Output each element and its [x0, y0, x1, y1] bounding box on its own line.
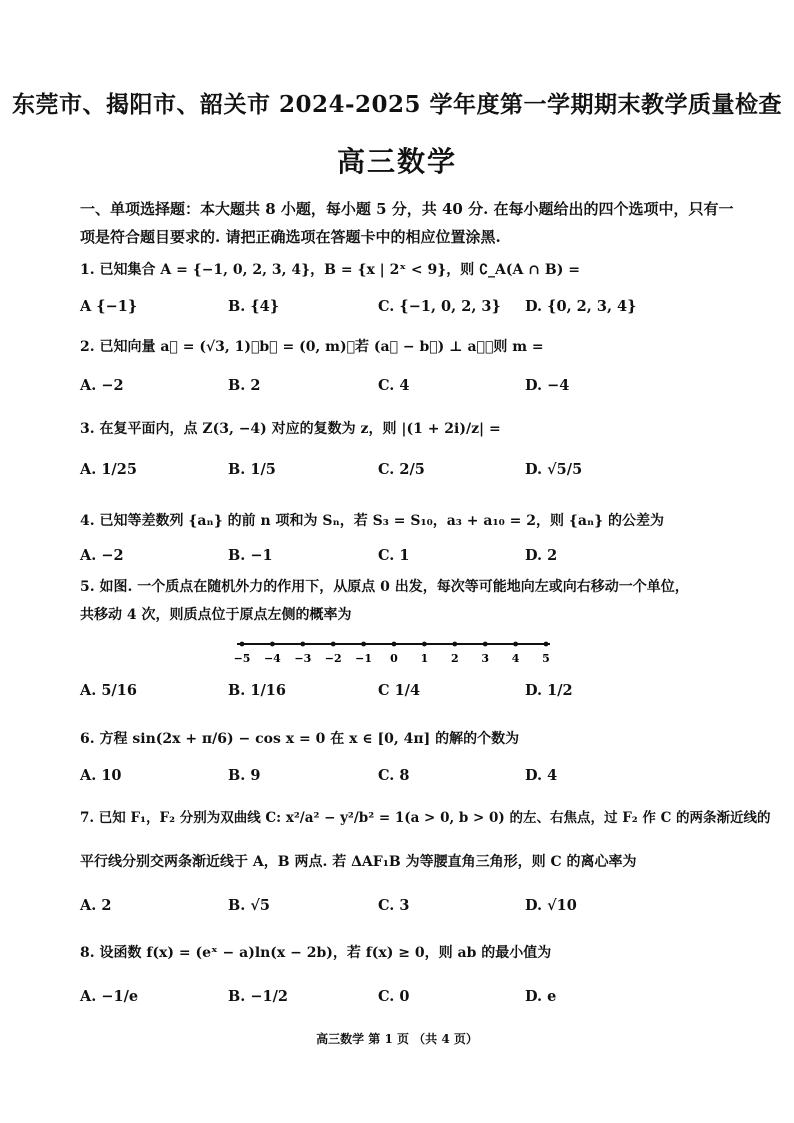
number-line-label: 4: [511, 652, 520, 665]
number-line-label: 3: [481, 652, 490, 665]
number-line-label: 1: [420, 652, 429, 665]
number-line-tick: [392, 642, 397, 647]
number-line-label: −1: [355, 652, 373, 665]
q1-option-d: D. {0, 2, 3, 4}: [525, 298, 637, 315]
number-line-label: −4: [263, 652, 281, 665]
q6-option-a: A. 10: [80, 767, 122, 784]
question-3-stem: 3. 在复平面内，点 Z(3, −4) 对应的复数为 z，则 |(1 + 2i)/z| =: [80, 421, 501, 437]
q3-option-b: B. 1/5: [228, 461, 276, 478]
q3-option-a: A. 1/25: [80, 461, 137, 478]
section-instructions-line2: 项是符合题目要求的. 请把正确选项在答题卡中的相应位置涂黑.: [80, 228, 501, 246]
q7-option-b: B. √5: [228, 897, 270, 914]
question-4-stem: 4. 已知等差数列 {aₙ} 的前 n 项和为 Sₙ，若 S₃ = S₁₀，a₃ + a₁₀ = 2，则 {aₙ} 的公差为: [80, 513, 665, 529]
number-line-tick: [300, 642, 305, 647]
q1-option-b: B. {4}: [228, 298, 280, 315]
q2-option-d: D. −4: [525, 377, 570, 394]
q4-option-d: D. 2: [525, 547, 558, 564]
number-line-tick: [452, 642, 457, 647]
question-6-stem: 6. 方程 sin(2x + π/6) − cos x = 0 在 x ∈ [0, 4π] 的解的个数为: [80, 731, 520, 747]
q2-option-b: B. 2: [228, 377, 261, 394]
q8-option-a: A. −1/e: [80, 988, 139, 1005]
exam-title: 东莞市、揭阳市、韶关市 2024-2025 学年度第一学期期末教学质量检查: [11, 91, 783, 118]
q5-option-d: D. 1/2: [525, 682, 573, 699]
number-line-tick: [331, 642, 336, 647]
number-line-figure: [232, 634, 562, 668]
number-line-label: −2: [324, 652, 342, 665]
number-line-tick: [240, 642, 245, 647]
page-footer: 高三数学 第 1 页 （共 4 页）: [316, 1032, 478, 1046]
number-line-tick: [544, 642, 549, 647]
number-line-tick: [270, 642, 275, 647]
section-instructions-line1: 一、单项选择题：本大题共 8 小题，每小题 5 分，共 40 分. 在每小题给出的四个选项中，只有一: [80, 200, 734, 218]
question-2-stem: 2. 已知向量 a⃗ = (√3, 1)，b⃗ = (0, m)，若 (a⃗ − b⃗) ⊥ a⃗，则 m =: [80, 339, 544, 355]
number-line-label: −3: [294, 652, 312, 665]
question-1-stem: 1. 已知集合 A = {−1, 0, 2, 3, 4}，B = {x | 2ˣ < 9}，则 ∁_A(A ∩ B) =: [80, 262, 580, 278]
q2-option-a: A. −2: [80, 377, 124, 394]
q8-option-c: C. 0: [378, 988, 410, 1005]
q7-option-a: A. 2: [80, 897, 112, 914]
number-line-label: 5: [542, 652, 550, 665]
q1-option-c: C. {−1, 0, 2, 3}: [378, 298, 501, 315]
q8-option-d: D. e: [525, 988, 557, 1005]
q5-option-c: C 1/4: [378, 682, 421, 699]
question-5-stem-line1: 5. 如图. 一个质点在随机外力的作用下，从原点 0 出发，每次等可能地向左或向右移动一个单位，: [80, 579, 689, 595]
q4-option-c: C. 1: [378, 547, 410, 564]
number-line-label: 2: [450, 652, 459, 665]
question-7-stem-line1: 7. 已知 F₁，F₂ 分别为双曲线 C: x²/a² − y²/b² = 1(a > 0, b > 0) 的左、右焦点，过 F₂ 作 C 的两条渐近线的: [80, 810, 771, 826]
number-line-label: −5: [233, 652, 251, 665]
q1-option-a: A {−1}: [80, 298, 138, 315]
q6-option-d: D. 4: [525, 767, 558, 784]
q4-option-b: B. −1: [228, 547, 273, 564]
q4-option-a: A. −2: [80, 547, 124, 564]
question-7-stem-line2: 平行线分别交两条渐近线于 A，B 两点. 若 ΔAF₁B 为等腰直角三角形，则 C 的离心率为: [80, 854, 637, 870]
q6-option-c: C. 8: [378, 767, 410, 784]
q3-option-c: C. 2/5: [378, 461, 425, 478]
number-line-tick: [483, 642, 488, 647]
number-line-tick: [361, 642, 366, 647]
question-8-stem: 8. 设函数 f(x) = (eˣ − a)ln(x − 2b)，若 f(x) ≥ 0，则 ab 的最小值为: [80, 945, 552, 961]
q7-option-c: C. 3: [378, 897, 410, 914]
q7-option-d: D. √10: [525, 897, 577, 914]
q3-option-d: D. √5/5: [525, 461, 583, 478]
q5-option-a: A. 5/16: [80, 682, 137, 699]
number-line-tick: [513, 642, 518, 647]
number-line-tick: [422, 642, 427, 647]
q2-option-c: C. 4: [378, 377, 410, 394]
q8-option-b: B. −1/2: [228, 988, 288, 1005]
subject-title: 高三数学: [336, 145, 457, 178]
q5-option-b: B. 1/16: [228, 682, 286, 699]
q6-option-b: B. 9: [228, 767, 261, 784]
question-5-stem-line2: 共移动 4 次，则质点位于原点左侧的概率为: [80, 607, 352, 623]
number-line-label: 0: [390, 652, 398, 665]
